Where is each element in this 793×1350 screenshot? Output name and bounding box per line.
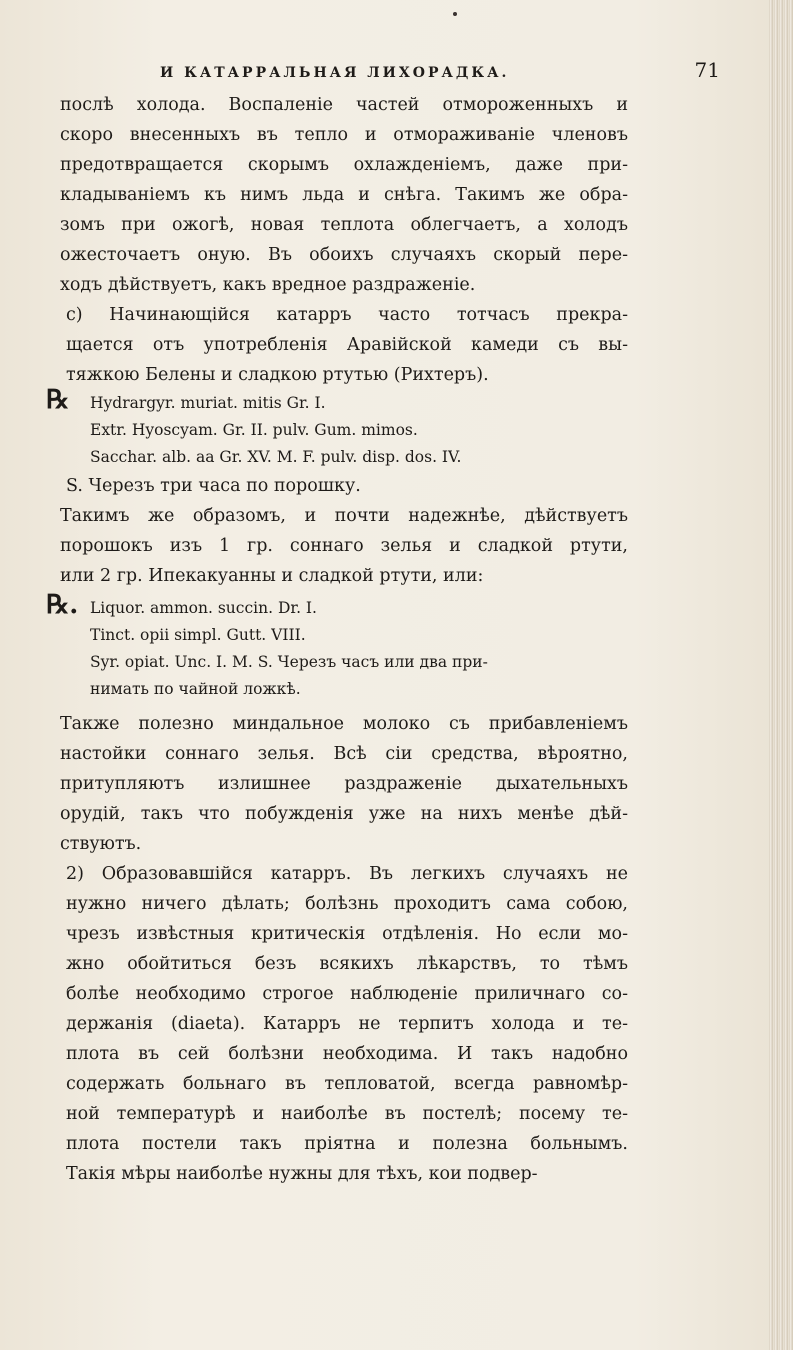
recipe-symbol: ℞ <box>46 385 70 415</box>
text-line: ожесточаетъ оную. Въ обоихъ случаяхъ скорый пере- <box>60 245 628 265</box>
text-line: предотвращается скорымъ охлажденіемъ, даже при- <box>60 155 628 175</box>
prescription-1 <box>46 385 628 471</box>
text-line: содержать больнаго въ тепловатой, всегда равномѣр- <box>66 1074 628 1094</box>
text-line: скоро внесенныхъ въ тепло и отмораживаніе членовъ <box>60 125 628 145</box>
text-line: Tinct. opii simpl. Gutt. VIII. <box>90 626 306 644</box>
text-line: кладываніемъ къ нимъ льда и снѣга. Такимъ же обра- <box>60 185 628 205</box>
text-line: c) Начинающійся катарръ часто тотчасъ прекра- <box>66 305 628 325</box>
text-line: ствуютъ. <box>60 834 142 854</box>
text-line: жно обойтиться безъ всякихъ лѣкарствъ, то тѣмъ <box>66 954 628 974</box>
paragraph-1 <box>60 90 628 300</box>
text-line: Sacchar. alb. aa Gr. XV. M. F. pulv. disp. dos. IV. <box>90 448 462 466</box>
text-line: нимать по чайной ложкѣ. <box>90 680 301 698</box>
text-line: орудій, такъ что побужденія уже на нихъ менѣе дѣй- <box>60 804 628 824</box>
text-line: Также полезно миндальное молоко съ прибавленіемъ <box>60 714 628 734</box>
text-line: 2) Образовавшійся катарръ. Въ легкихъ случаяхъ не <box>66 864 628 884</box>
ink-dot <box>453 12 457 16</box>
text-line: Syr. opiat. Unc. I. M. S. Черезъ часъ или два при- <box>90 653 488 671</box>
text-line: нужно ничего дѣлать; болѣзнь проходитъ сама собою, <box>66 894 628 914</box>
text-line: настойки соннаго зелья. Всѣ сіи средства, вѣроятно, <box>60 744 628 764</box>
text-line: Такія мѣры наиболѣе нужны для тѣхъ, кои подвер- <box>66 1164 538 1184</box>
paragraph-2 <box>60 300 628 390</box>
text-line: порошокъ изъ 1 гр. соннаго зелья и сладкой ртути, <box>60 536 628 556</box>
text-line: притупляютъ излишнее раздраженіе дыхательныхъ <box>60 774 628 794</box>
text-line: тяжкою Белены и сладкою ртутью (Рихтеръ). <box>66 365 489 385</box>
recipe-symbol: ℞. <box>46 590 79 620</box>
text-line: зомъ при ожогѣ, новая теплота облегчаетъ, а холодъ <box>60 215 628 235</box>
text-line: Extr. Hyoscyam. Gr. II. pulv. Gum. mimos. <box>90 421 418 439</box>
signa-1: S. Черезъ три часа по порошку. <box>66 476 361 496</box>
text-line: плота постели такъ пріятна и полезна больнымъ. <box>66 1134 628 1154</box>
text-line: Hydrargyr. muriat. mitis Gr. I. <box>90 394 326 412</box>
paragraph-5 <box>60 859 628 1189</box>
body-text <box>46 90 628 1189</box>
running-title: И КАТАРРАЛЬНАЯ ЛИХОРАДКА. <box>160 65 510 81</box>
paragraph-4 <box>60 709 628 859</box>
text-line: ходъ дѣйствуетъ, какъ вредное раздраженіе. <box>60 275 476 295</box>
paragraph-3 <box>60 501 628 591</box>
text-line: ной температурѣ и наиболѣе въ постелѣ; посему те- <box>66 1104 628 1124</box>
text-line: держанія (diaeta). Катарръ не терпитъ холода и те- <box>66 1014 628 1034</box>
text-line: Такимъ же образомъ, и почти надежнѣе, дѣйствуетъ <box>60 506 628 526</box>
text-line: болѣе необходимо строгое наблюденіе приличнаго со- <box>66 984 628 1004</box>
page-header <box>60 58 740 82</box>
text-line: или 2 гр. Ипекакуанны и сладкой ртути, или: <box>60 566 484 586</box>
text-line: щается отъ употребленія Аравійской камеди съ вы- <box>66 335 628 355</box>
page-number: 71 <box>694 58 720 82</box>
page-edge <box>769 0 793 1350</box>
text-line: плота въ сей болѣзни необходима. И такъ надобно <box>66 1044 628 1064</box>
text-line: чрезъ извѣстныя критическія отдѣленія. Но если мо- <box>66 924 628 944</box>
prescription-2 <box>46 590 628 703</box>
text-line: послѣ холода. Воспаленіе частей отмороженныхъ и <box>60 95 628 115</box>
text-line: Liquor. ammon. succin. Dr. I. <box>90 599 317 617</box>
